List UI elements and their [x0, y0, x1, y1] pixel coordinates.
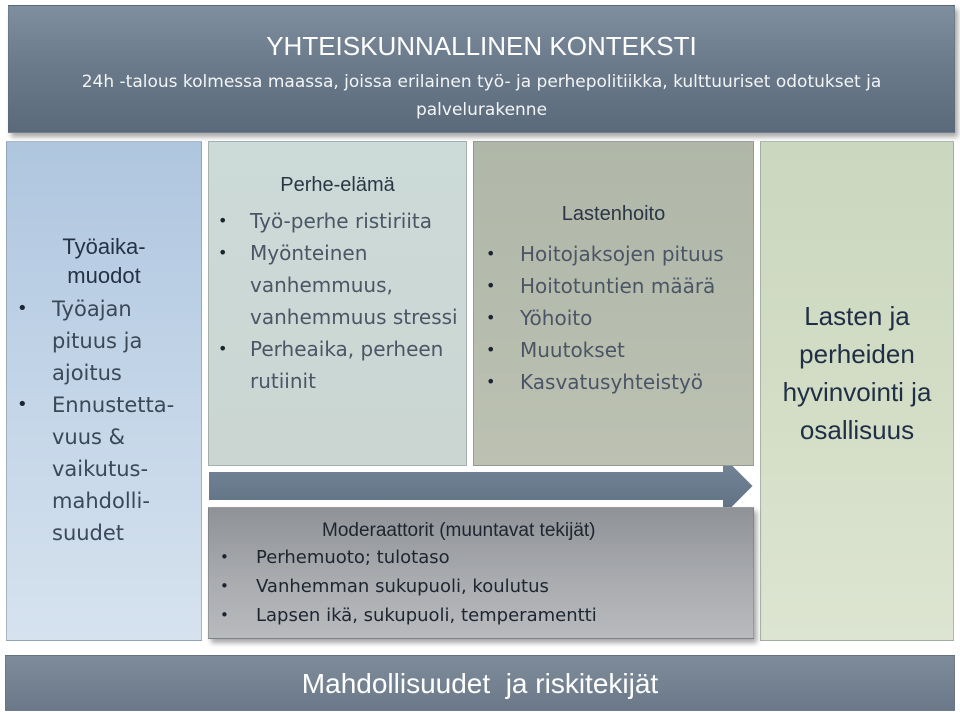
- list-item: • Muutokset: [474, 334, 753, 366]
- list-item: • Perhemuoto; tulotaso: [209, 543, 753, 572]
- list-item: • Myönteinen vanhemmuus, vanhemmuus stressi: [209, 237, 466, 333]
- family-life-box: [208, 141, 467, 466]
- moderators-box: [208, 507, 754, 639]
- wellbeing-line4: osallisuus: [799, 415, 915, 445]
- wellbeing-line2: perheiden: [799, 339, 915, 369]
- moderators-heading: Moderaattorit (muuntavat tekijät): [322, 520, 596, 541]
- wellbeing-line3: hyvinvointi ja: [782, 377, 932, 407]
- working-time-list: [7, 293, 201, 549]
- list-item: • Yöhoito: [474, 302, 753, 334]
- list-item: • Työ-perhe ristiriita: [209, 205, 466, 237]
- wellbeing-line1: Lasten ja: [804, 301, 910, 331]
- working-time-box: [6, 141, 202, 641]
- working-time-heading-line1: Työaika-: [62, 234, 146, 259]
- footer-banner: [5, 655, 955, 711]
- childcare-box: [473, 141, 754, 466]
- context-title: YHTEISKUNNALLINEN KONTEKSTI: [266, 31, 697, 61]
- list-item: • Hoitojaksojen pituus: [474, 238, 753, 270]
- wellbeing-box: [760, 141, 954, 641]
- family-life-list: [209, 205, 466, 397]
- list-item: • Kasvatusyhteistyö: [474, 366, 753, 398]
- list-item: • Vanhemman sukupuoli, koulutus: [209, 572, 753, 601]
- wellbeing-text: [783, 297, 932, 449]
- list-item: • Ennustetta-vuus & vaikutus-mahdolli-suudet: [7, 389, 162, 549]
- list-item: • Lapsen ikä, sukupuoli, temperamentti: [209, 601, 753, 630]
- list-item: • Hoitotuntien määrä: [474, 270, 753, 302]
- context-header: [8, 5, 955, 133]
- context-subtitle: 24h -talous kolmessa maassa, joissa erilainen työ- ja perhepolitiikka, kulttuuriset odotukset ja palvelurakenne: [81, 72, 882, 120]
- moderators-list: [209, 543, 753, 630]
- family-life-heading: Perhe-elämä: [280, 174, 395, 196]
- list-item: • Työajan pituus ja ajoitus: [7, 293, 162, 389]
- childcare-list: [474, 238, 753, 398]
- working-time-heading-line2: muodot: [67, 263, 141, 288]
- list-item: • Perheaika, perheen rutiinit: [209, 333, 466, 397]
- childcare-heading: Lastenhoito: [561, 203, 666, 225]
- footer-text: Mahdollisuudet ja riskitekijät: [301, 668, 659, 699]
- working-time-heading: [7, 232, 201, 290]
